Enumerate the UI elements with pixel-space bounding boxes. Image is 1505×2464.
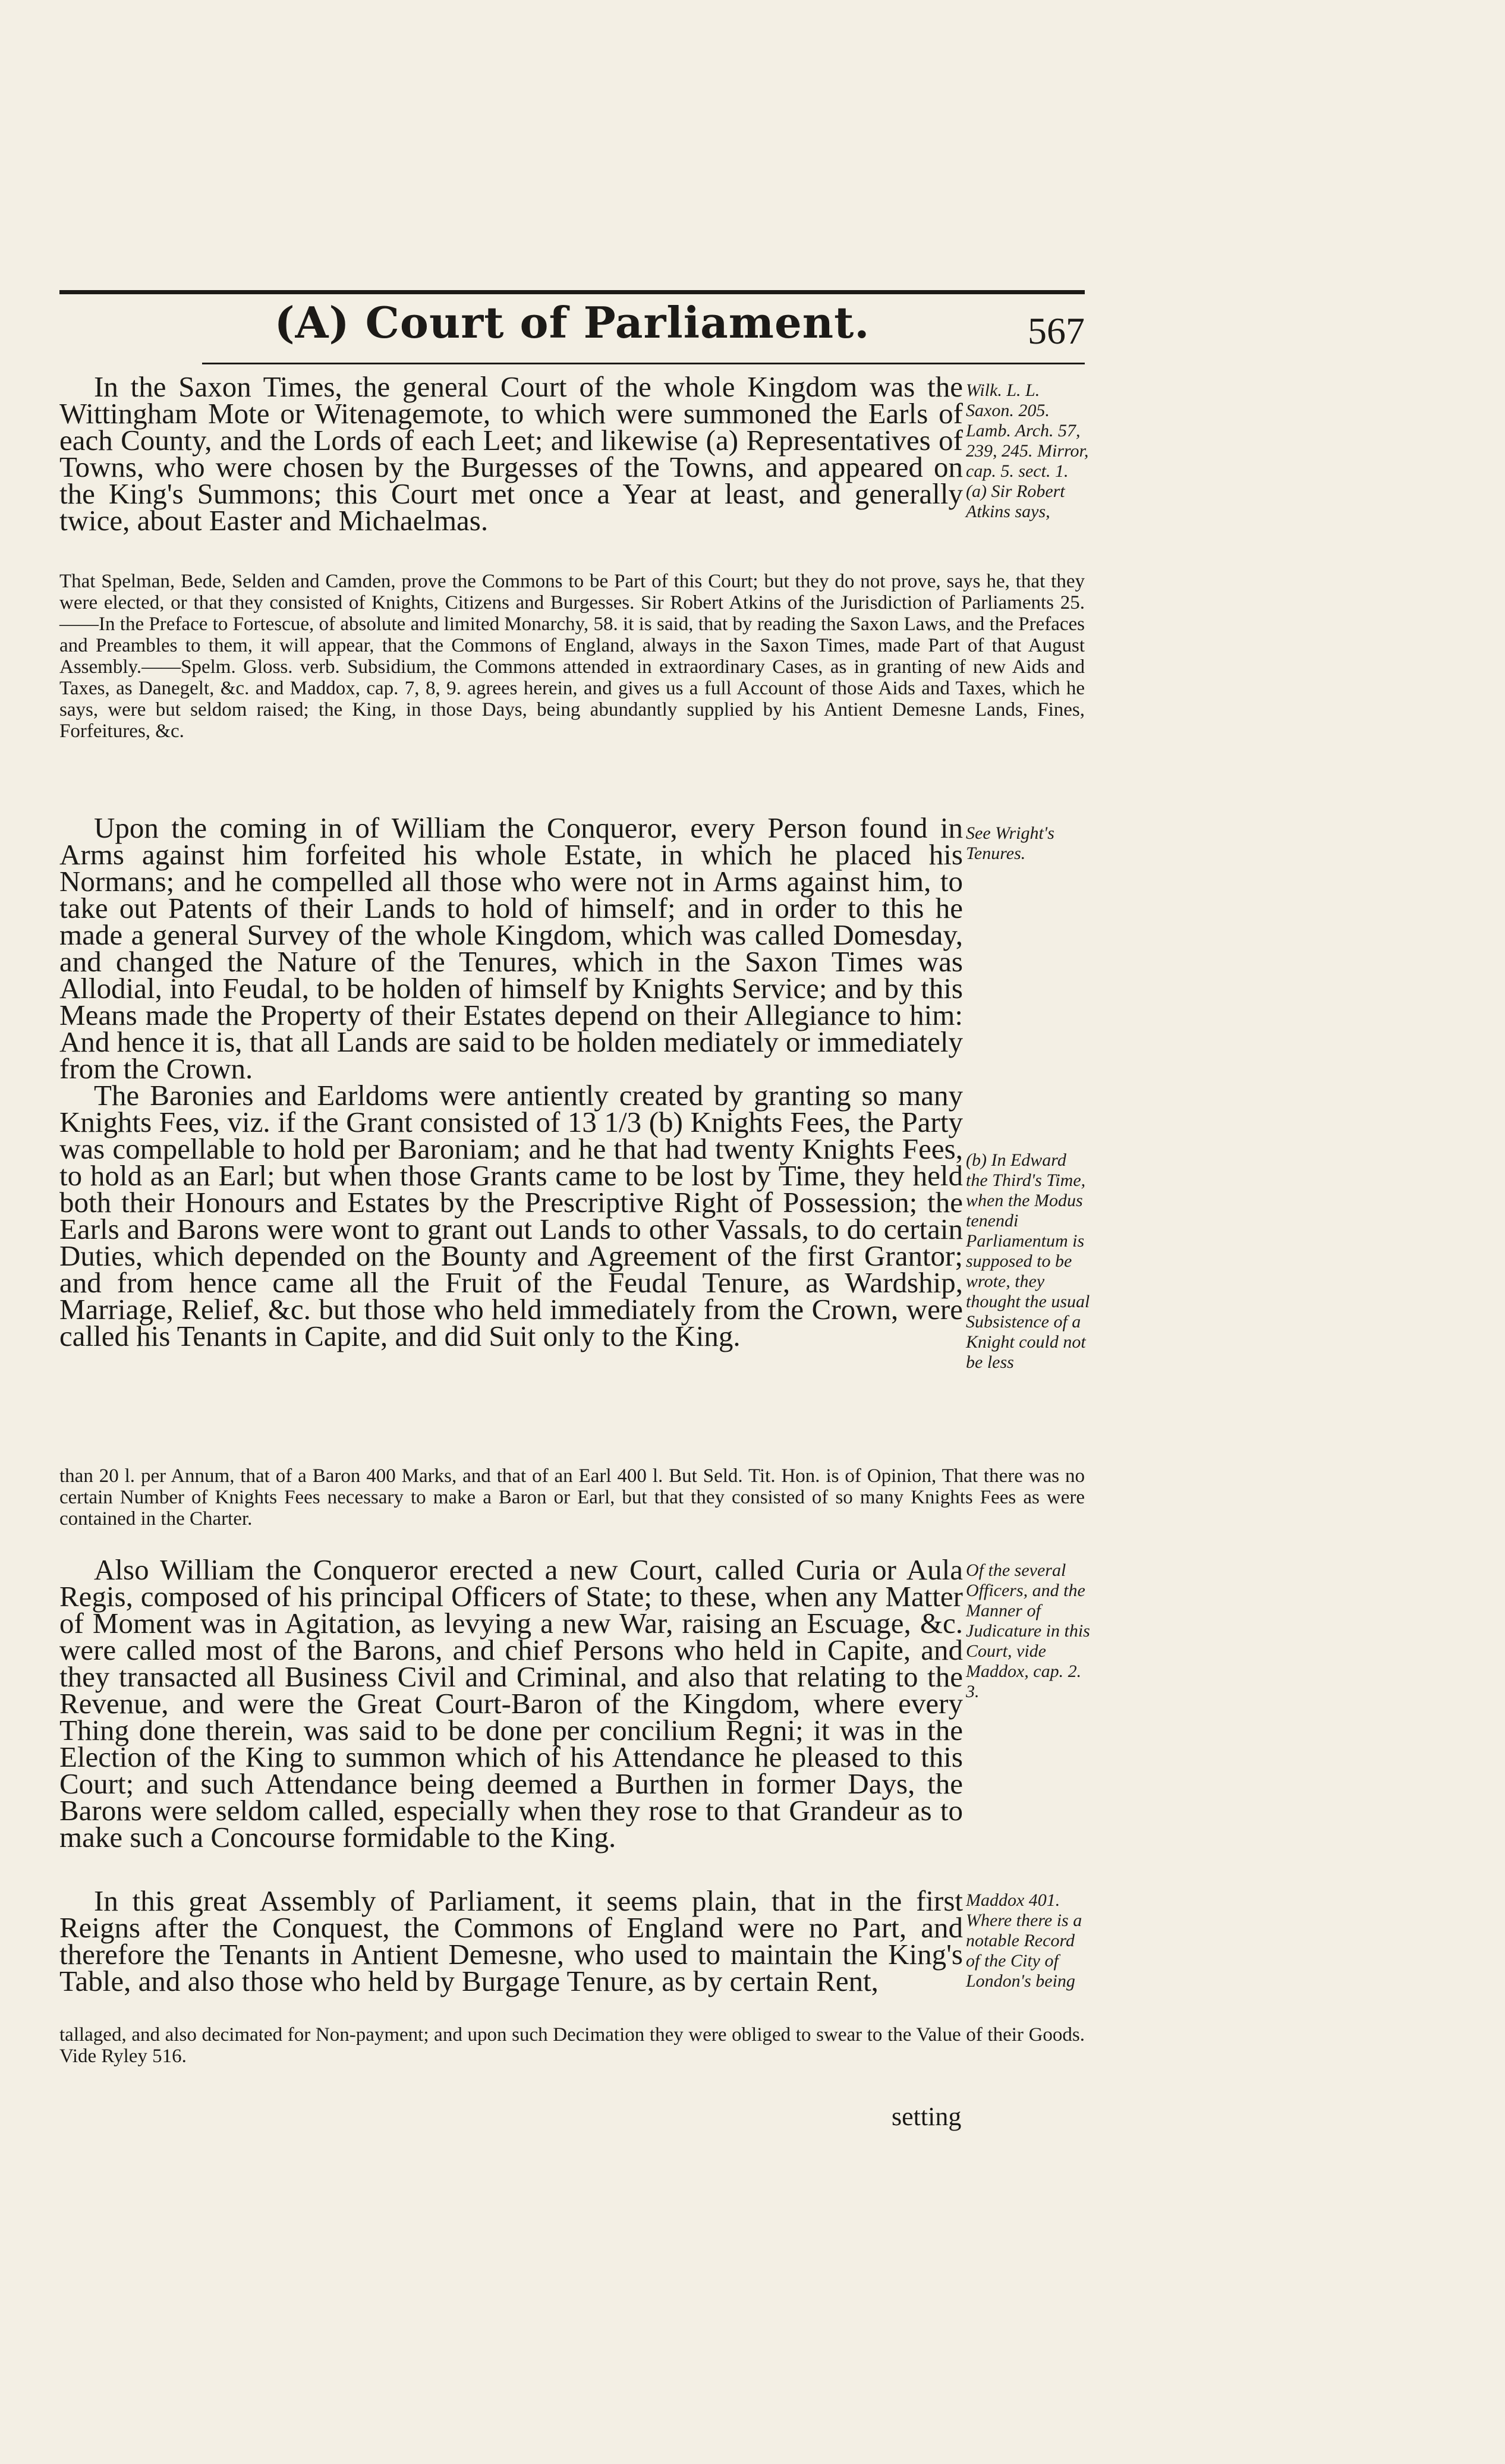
- paragraph-conqueror: [59, 811, 963, 1453]
- marginal-note: Of the several Officers, and the Manner of Judicature in this Court, vide Maddox, cap. 2. 3.: [966, 1560, 1090, 1701]
- paragraph-text: In this great Assembly of Parliament, it seems plain, that in the first Reigns after the Conquest, the Commons of England were no Part, and therefore the Tenants in Antient Demesne, who used to maintain the King's Table, and also those who held by Burgage Tenure, as by certain Rent,: [59, 1884, 963, 1997]
- page-title: (A) Court of Parliament.: [274, 297, 870, 348]
- paragraph-text: In the Saxon Times, the general Court of the whole Kingdom was the Wittingham Mote or Witenagemote, to which were summoned the Earls of each County, and the Lords of each Leet; and likewise (a) Representatives of Towns, who were chosen by the Burgesses of the Towns, and appeared on the King's Summons; this Court met once a Year at least, and generally twice, about Easter and Michaelmas.: [59, 370, 963, 537]
- catchword: setting: [892, 2102, 962, 2131]
- marginal-note: See Wright's Tenures.: [966, 823, 1054, 863]
- footnote-text: than 20 l. per Annum, that of a Baron 400 Marks, and that of an Earl 400 l. But Seld. Tit. Hon. is of Opinion, That there was no certain Number of Knights Fees necessary to make a Baron or Earl, but that they consisted of so many Knights Fees as were contained in the Charter.: [59, 1465, 1085, 1530]
- paragraph-text: Also William the Conqueror erected a new Court, called Curia or Aula Regis, composed of his principal Officers of State; to these, when any Matter of Moment was in Agitation, as levying a new War, raising an Escuage, &c. were called most of the Barons, and chief Persons who held in Capite, and they transacted all Business Civil and Criminal, and also that relating to the Revenue, and were the Great Court-Baron of the Kingdom, where every Thing done therein, was said to be done per concilium Regni; it was in the Election of the King to summon which of his Attendance he pleased to this Court; and such Attendance being deemed a Burthen in former Days, the Barons were seldom called, especially when they rose to that Grandeur as to make such a Concourse formidable to the King.: [59, 1553, 963, 1853]
- marginal-note: (b) In Edward the Third's Time, when the Modus tenendi Parliamentum is supposed to be wrote, they thought the usual Subsistence of a Knight could not be less: [966, 1150, 1090, 1372]
- page-number: 567: [1028, 310, 1085, 352]
- paragraph-great-assembly: [59, 1884, 963, 1997]
- paragraph-text: Upon the coming in of William the Conqueror, every Person found in Arms against him forfeited his whole Estate, in which he placed his Normans; and he compelled all those who were not in Arms against him, to take out Patents of their Lands to hold of himself; and in order to this he made a general Survey of the whole Kingdom, which was called Domesday, and changed the Nature of the Tenures, which in the Saxon Times was Allodial, into Feudal, to be holden of himself by Knights Service; and by this Means made the Property of their Estates depend on their Allegiance to him: And hence it is, that all Lands are said to be holden mediately or immediately from the Crown.: [59, 811, 963, 1085]
- footnote-text: tallaged, and also decimated for Non-payment; and upon such Decimation they were obliged to swear to the Value of their Goods. Vide Ryley 516.: [59, 2024, 1085, 2067]
- marginal-note: Wilk. L. L. Saxon. 205. Lamb. Arch. 57, 239, 245. Mirror, cap. 5. sect. 1. (a) Sir Robert Atkins says,: [966, 380, 1089, 521]
- footnote-b: [59, 1465, 1085, 1530]
- header-rule-top: [59, 290, 1085, 294]
- running-header: [59, 297, 1085, 369]
- paragraph-saxon-times: [59, 370, 963, 564]
- header-rule-bottom: [202, 363, 1085, 364]
- footnote-text: That Spelman, Bede, Selden and Camden, prove the Commons to be Part of this Court; but they do not prove, says he, that they were elected, or that they consisted of Knights, Citizens and Burgesses. Sir Robert Atkins of the Jurisdiction of Parliaments 25.——In the Preface to Fortescue, of absolute and limited Monarchy, 58. it is said, that by reading the Saxon Laws, and the Prefaces and Preambles to them, it will appear, that the Commons of England, always in the Saxon Times, made Part of that August Assembly.——Spelm. Gloss. verb. Subsidium, the Commons attended in extraordinary Cases, as in granting of new Aids and Taxes, as Danegelt, &c. and Maddox, cap. 7, 8, 9. agrees herein, and gives us a full Account of those Aids and Taxes, which he says, were but seldom raised; the King, in those Days, being abundantly supplied by his Antient Demesne Lands, Fines, Forfeitures, &c.: [59, 571, 1085, 742]
- paragraph-curia-regis: [59, 1553, 963, 1877]
- footnote-c: [59, 2024, 1085, 2078]
- paragraph-text: The Baronies and Earldoms were antiently created by granting so many Knights Fees, viz. if the Grant consisted of 13 1/3 (b) Knights Fees, the Party was compellable to hold per Baroniam; and he that had twenty Knights Fees, to hold as an Earl; but when those Grants came to be lost by Time, they held both their Honours and Estates by the Prescriptive Right of Possession; the Earls and Barons were wont to grant out Lands to other Vassals, to do certain Duties, which depended on the Bounty and Agreement of the first Grantor; and from hence came all the Fruit of the Feudal Tenure, as Wardship, Marriage, Relief, &c. but those who held immediately from the Crown, were called his Tenants in Capite, and did Suit only to the King.: [59, 1079, 963, 1352]
- marginal-note: Maddox 401. Where there is a notable Record of the City of London's being: [966, 1890, 1082, 1991]
- footnote-a: [59, 571, 1085, 791]
